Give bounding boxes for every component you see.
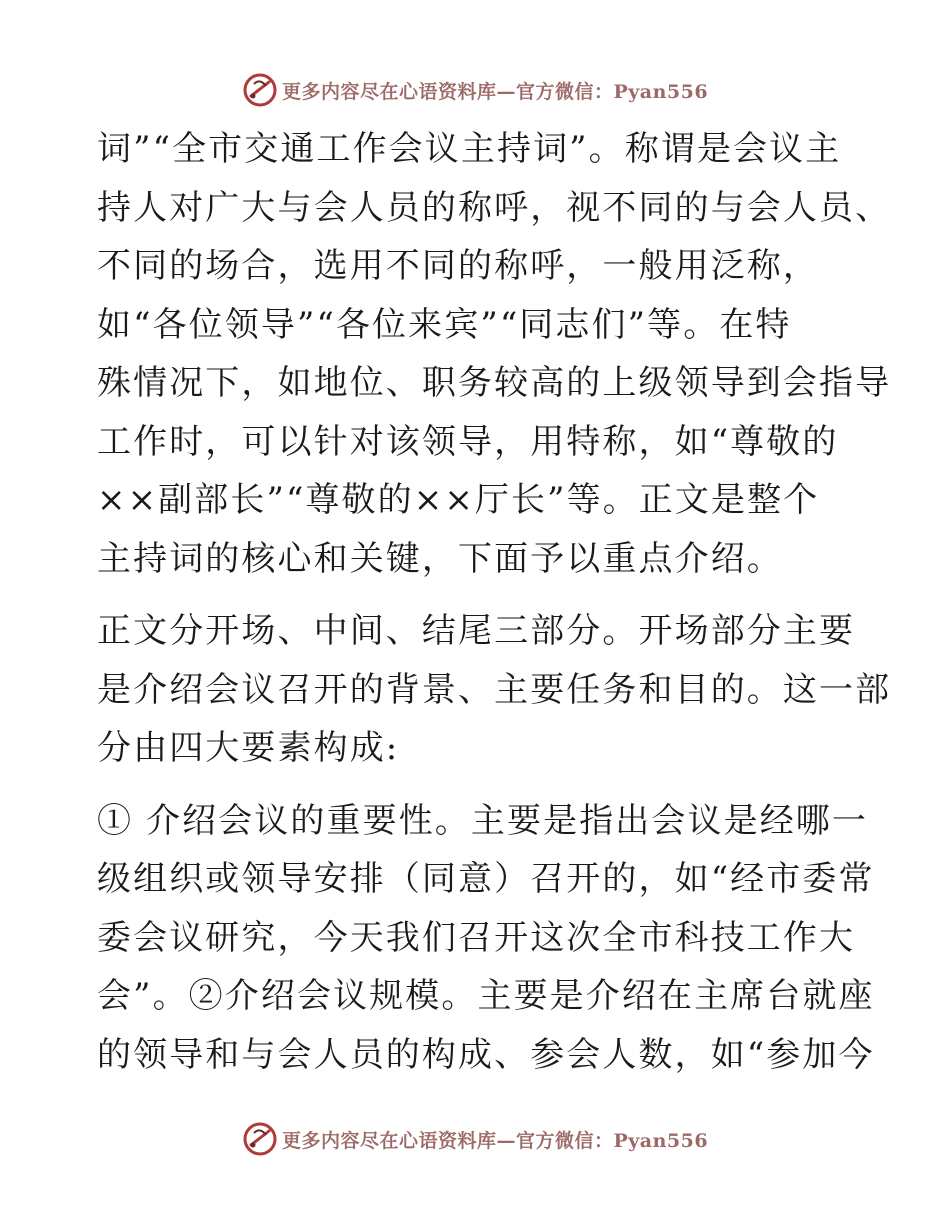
header-watermark-banner — [0, 68, 950, 112]
paragraph-3 — [97, 792, 875, 1085]
text-line: 词”“全市交通工作会议主持词”。称谓是会议主 — [97, 129, 842, 169]
footer-banner-text: 更多内容尽在心语资料库—官方微信：Pyan556 — [281, 1129, 709, 1152]
text-line: ① 介绍会议的重要性。主要是指出会议是经哪一 — [97, 800, 869, 841]
text-line: 正文分开场、中间、结尾三部分。开场部分主要 — [97, 611, 856, 651]
text-line: ××副部长”“尊敬的××厅长”等。正文是整个 — [97, 480, 820, 520]
footer-watermark-banner — [0, 1117, 950, 1161]
text-line: 殊情况下，如地位、职务较高的上级领导到会指导 — [97, 363, 892, 403]
text-line: 是介绍会议召开的背景、主要任务和目的。这一部 — [97, 669, 892, 710]
paragraph-spacer — [97, 778, 857, 792]
text-line: 分由四大要素构成: — [97, 728, 400, 768]
header-banner-text: 更多内容尽在心语资料库—官方微信：Pyan556 — [281, 80, 709, 103]
paragraph-spacer — [97, 588, 857, 602]
brand-logo-icon — [242, 72, 278, 108]
document-body — [97, 120, 892, 1084]
paragraph-1 — [97, 120, 892, 588]
text-line: 的领导和与会人员的构成、参会人数，如“参加今 — [97, 1034, 875, 1075]
text-line: 如“各位领导”“各位来宾”“同志们”等。在特 — [97, 304, 792, 345]
text-line: 持人对广大与会人员的称呼，视不同的与会人员、 — [97, 187, 892, 228]
text-line: 工作时，可以针对该领导，用特称，如“尊敬的 — [97, 421, 839, 462]
text-line: 主持词的核心和关键，下面予以重点介绍。 — [97, 538, 783, 579]
text-line: 不同的场合，选用不同的称呼，一般用泛称， — [97, 246, 819, 286]
text-line: 会”。②介绍会议规模。主要是介绍在主席台就座 — [97, 976, 875, 1016]
paragraph-2 — [97, 602, 892, 778]
text-line: 委会议研究，今天我们召开这次全市科技工作大 — [97, 917, 856, 958]
brand-logo-icon — [242, 1121, 278, 1157]
text-line: 级组织或领导安排（同意）召开的，如“经市委常 — [97, 859, 875, 899]
